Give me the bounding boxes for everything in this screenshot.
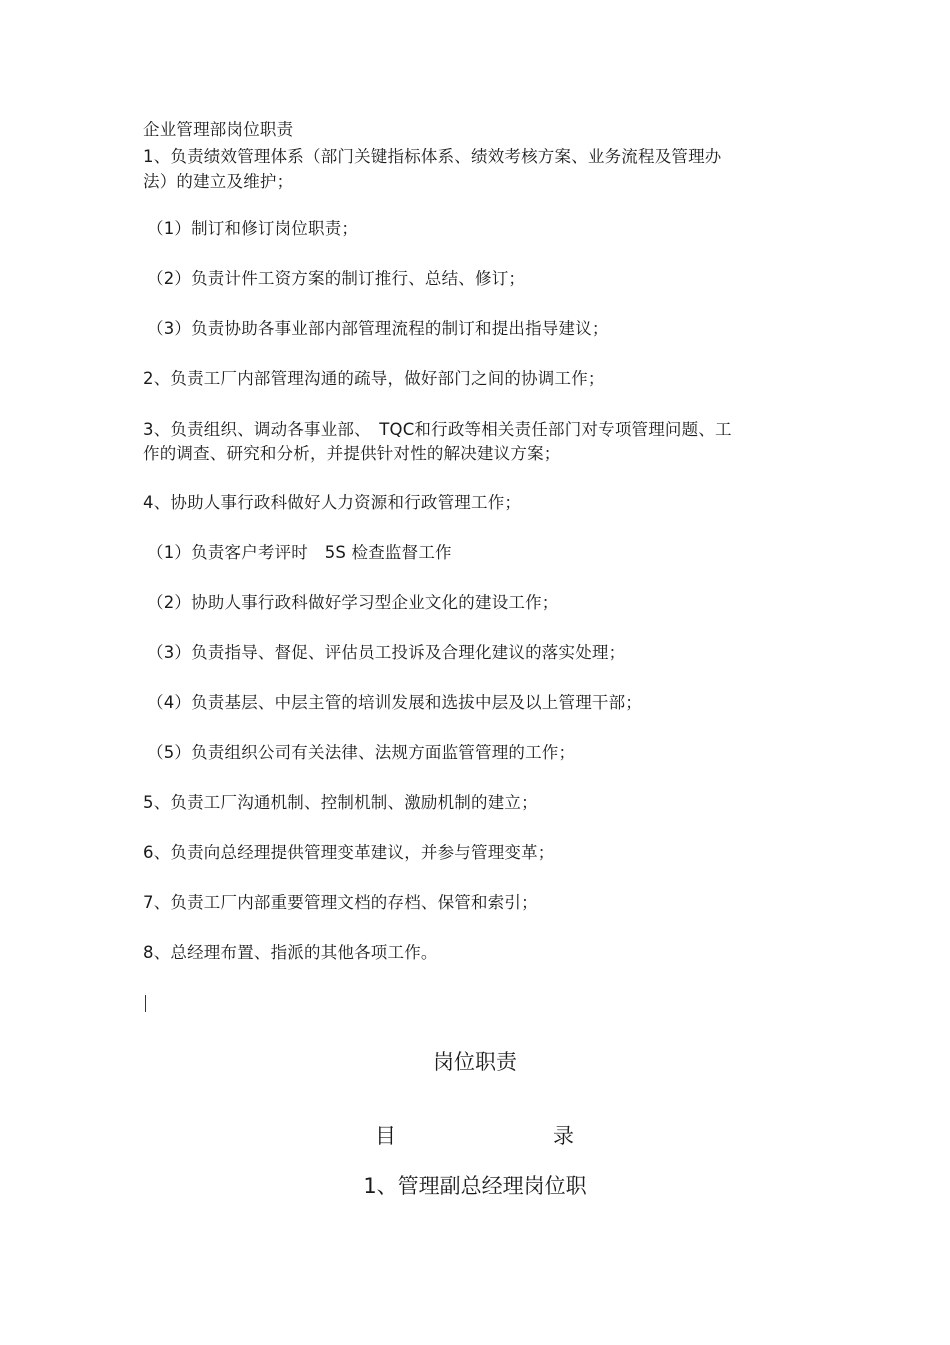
item-4-sub-4: （4）负责基层、中层主管的培训发展和选拔中层及以上管理干部；	[147, 693, 642, 712]
section-heading: 岗位职责	[433, 1050, 517, 1074]
item-8: 8、总经理布置、指派的其他各项工作。	[143, 943, 438, 962]
item-6: 6、负责向总经理提供管理变革建议，并参与管理变革；	[143, 843, 555, 862]
item-4-sub-5: （5）负责组织公司有关法律、法规方面监管管理的工作；	[147, 743, 576, 762]
item-4: 4、协助人事行政科做好人力资源和行政管理工作；	[143, 493, 522, 512]
toc-title-left: 目	[375, 1124, 396, 1148]
item-4-sub-1: （1）负责客户考评时 5S 检查监督工作	[147, 543, 452, 562]
item-4-sub-2: （2）协助人事行政科做好学习型企业文化的建设工作；	[147, 593, 559, 612]
item-1-line-2: 法）的建立及维护；	[143, 172, 294, 191]
toc-title-right: 录	[553, 1124, 574, 1148]
item-3-line-2: 作的调查、研究和分析，并提供针对性的解决建议方案；	[143, 444, 561, 463]
text-cursor-mark	[145, 995, 146, 1012]
toc-item-1: 1、管理副总经理岗位职	[363, 1174, 587, 1198]
item-1-sub-1: （1）制订和修订岗位职责；	[147, 219, 359, 238]
item-1-line-1: 1、负责绩效管理体系（部门关键指标体系、绩效考核方案、业务流程及管理办	[143, 147, 722, 166]
item-2: 2、负责工厂内部管理沟通的疏导，做好部门之间的协调工作；	[143, 369, 605, 388]
document-title: 企业管理部岗位职责	[143, 120, 294, 139]
item-3-line-1: 3、负责组织、调动各事业部、 TQC和行政等相关责任部门对专项管理问题、工	[143, 420, 732, 439]
item-5: 5、负责工厂沟通机制、控制机制、激励机制的建立；	[143, 793, 538, 812]
item-4-sub-3: （3）负责指导、督促、评估员工投诉及合理化建议的落实处理；	[147, 643, 626, 662]
item-1-sub-2: （2）负责计件工资方案的制订推行、总结、修订；	[147, 269, 526, 288]
item-1-sub-3: （3）负责协助各事业部内部管理流程的制订和提出指导建议；	[147, 319, 609, 338]
item-7: 7、负责工厂内部重要管理文档的存档、保管和索引；	[143, 893, 538, 912]
